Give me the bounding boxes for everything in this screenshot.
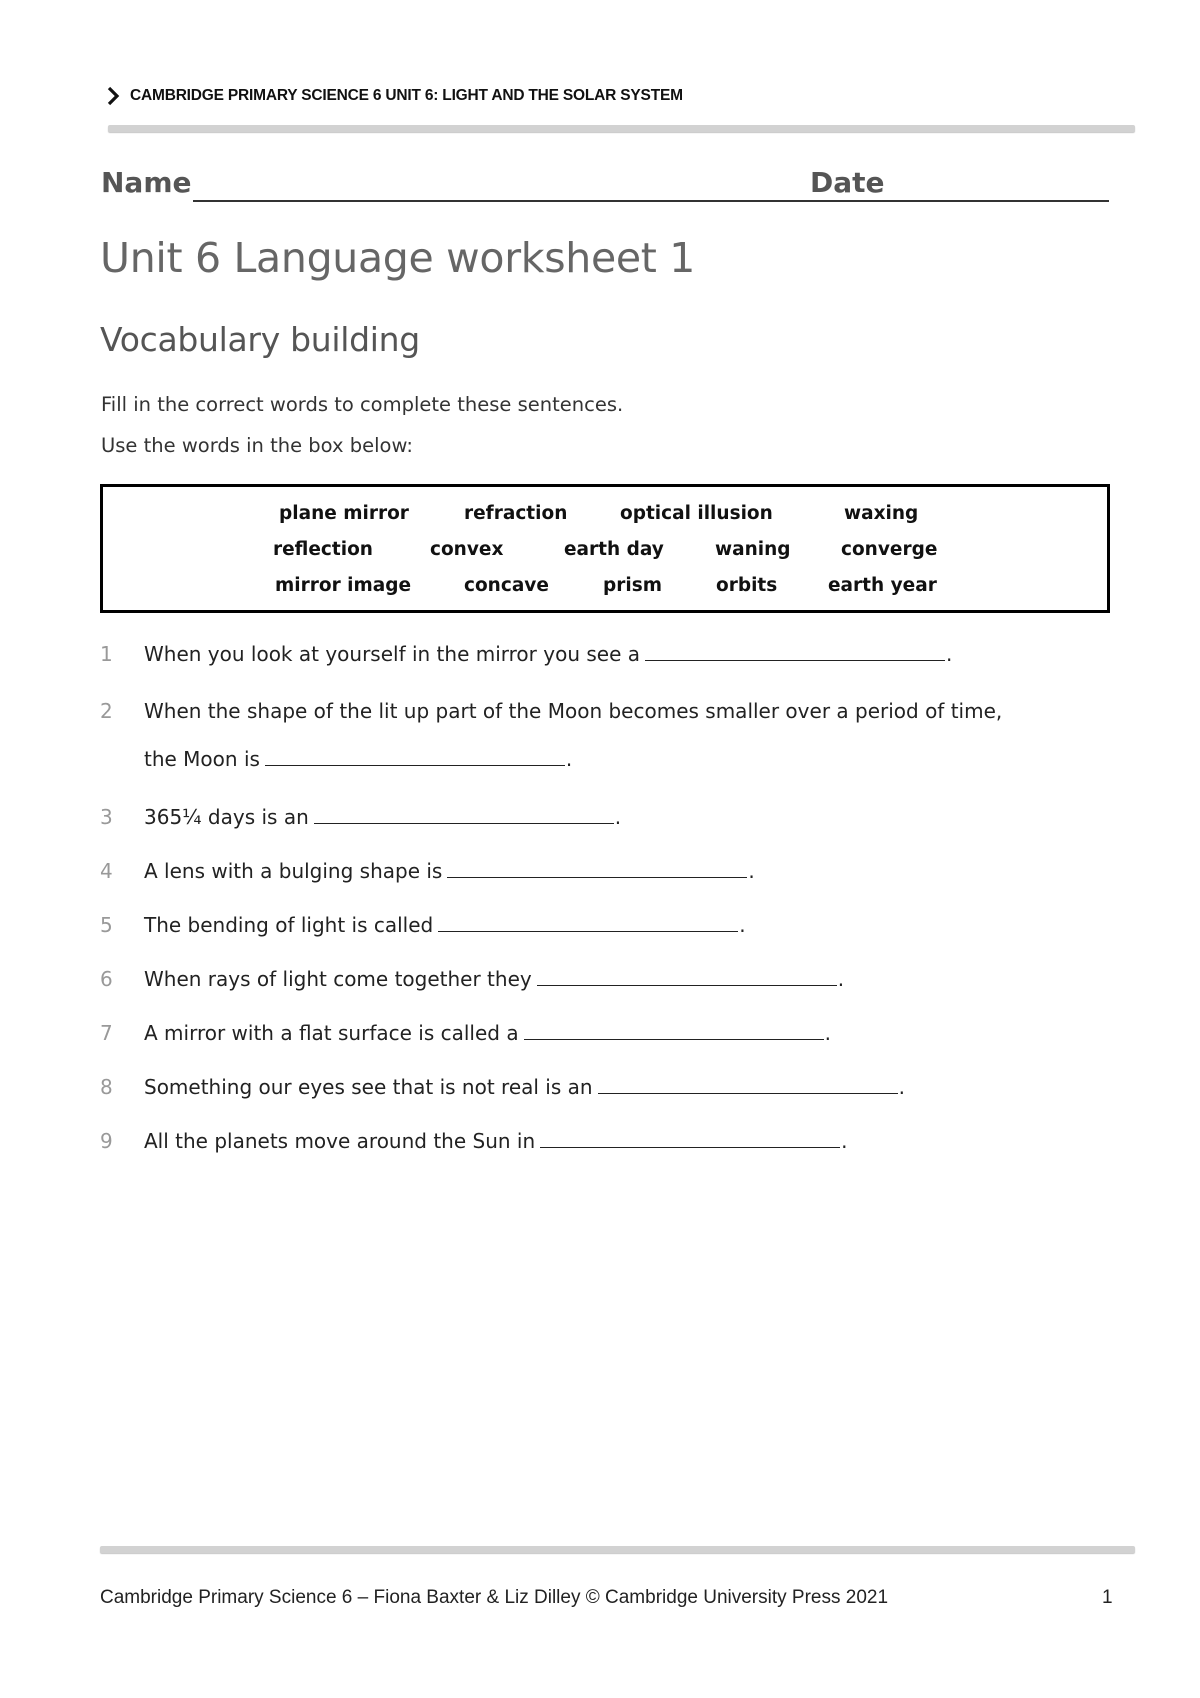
question-end: . [748, 859, 755, 883]
answer-blank[interactable] [265, 765, 565, 766]
name-label: Name [101, 166, 192, 199]
question-number: 5 [100, 913, 113, 937]
word-item: earth year [828, 575, 937, 596]
question-item [144, 805, 621, 829]
date-field-line[interactable] [888, 200, 1109, 202]
question-item [144, 1075, 905, 1099]
question-number: 7 [100, 1021, 113, 1045]
word-item: prism [603, 575, 662, 596]
word-item: concave [464, 575, 549, 596]
answer-blank[interactable] [524, 1039, 824, 1040]
question-number: 8 [100, 1075, 113, 1099]
section-title: Vocabulary building [100, 320, 420, 359]
question-item [144, 967, 844, 991]
word-item: optical illusion [620, 503, 773, 524]
answer-blank[interactable] [438, 931, 738, 932]
question-number: 4 [100, 859, 113, 883]
word-item: mirror image [275, 575, 412, 596]
answer-blank[interactable] [314, 823, 614, 824]
question-text: When the shape of the lit up part of the Moon becomes smaller over a period of time, [144, 699, 1003, 723]
footer-divider [100, 1546, 1135, 1553]
question-text: When rays of light come together they [144, 967, 532, 991]
question-item [144, 1129, 848, 1153]
header-title: CAMBRIDGE PRIMARY SCIENCE 6 UNIT 6: LIGHT AND THE SOLAR SYSTEM [130, 87, 683, 104]
question-text: the Moon is [144, 747, 260, 771]
question-text: All the planets move around the Sun in [144, 1129, 536, 1153]
word-item: converge [841, 539, 938, 560]
instruction-2: Use the words in the box below: [101, 434, 413, 457]
question-text: Something our eyes see that is not real is an [144, 1075, 593, 1099]
question-item [144, 859, 755, 883]
word-item: reflection [273, 539, 373, 560]
header-divider [108, 125, 1135, 132]
page-number: 1 [1102, 1587, 1113, 1608]
name-date-row [101, 166, 1111, 206]
question-number: 1 [100, 642, 113, 666]
word-item: plane mirror [279, 503, 409, 524]
question-text: 365¼ days is an [144, 805, 309, 829]
question-number: 3 [100, 805, 113, 829]
question-end: . [837, 967, 845, 991]
question-end: . [739, 913, 746, 937]
page-title: Unit 6 Language worksheet 1 [100, 234, 696, 282]
running-header [106, 86, 683, 106]
question-text: A mirror with a flat surface is called a [144, 1021, 519, 1045]
question-end: . [841, 1129, 848, 1153]
instruction-1: Fill in the correct words to complete these sentences. [101, 393, 624, 416]
word-item: orbits [716, 575, 778, 596]
answer-blank[interactable] [540, 1147, 840, 1148]
question-end: . [824, 1021, 831, 1045]
question-number: 9 [100, 1129, 113, 1153]
answer-blank[interactable] [537, 985, 837, 986]
question-end: . [614, 805, 622, 829]
word-item: earth day [564, 539, 664, 560]
answer-blank[interactable] [598, 1093, 898, 1094]
answer-blank[interactable] [447, 877, 747, 878]
question-end: . [946, 642, 953, 666]
question-text: The bending of light is called [144, 913, 434, 937]
question-end: . [565, 747, 573, 771]
chevron-right-icon [106, 86, 120, 106]
name-field-line[interactable] [193, 200, 893, 202]
question-item [144, 1021, 831, 1045]
word-item: waxing [844, 503, 919, 524]
question-text: A lens with a bulging shape is [144, 859, 443, 883]
question-text: When you look at yourself in the mirror you see a [144, 642, 640, 666]
footer-credit: Cambridge Primary Science 6 – Fiona Baxter & Liz Dilley © Cambridge University Press 2021 [100, 1587, 889, 1608]
question-item-continued [144, 747, 572, 771]
answer-blank[interactable] [645, 660, 945, 661]
question-number: 6 [100, 967, 113, 991]
date-label: Date [810, 166, 885, 199]
question-item [144, 913, 746, 937]
question-item [144, 699, 1002, 723]
word-item: waning [715, 539, 791, 560]
question-item [144, 642, 952, 666]
question-end: . [898, 1075, 905, 1099]
question-number: 2 [100, 699, 113, 723]
word-box [100, 484, 1110, 613]
word-item: convex [430, 539, 504, 560]
word-item: refraction [464, 503, 568, 524]
